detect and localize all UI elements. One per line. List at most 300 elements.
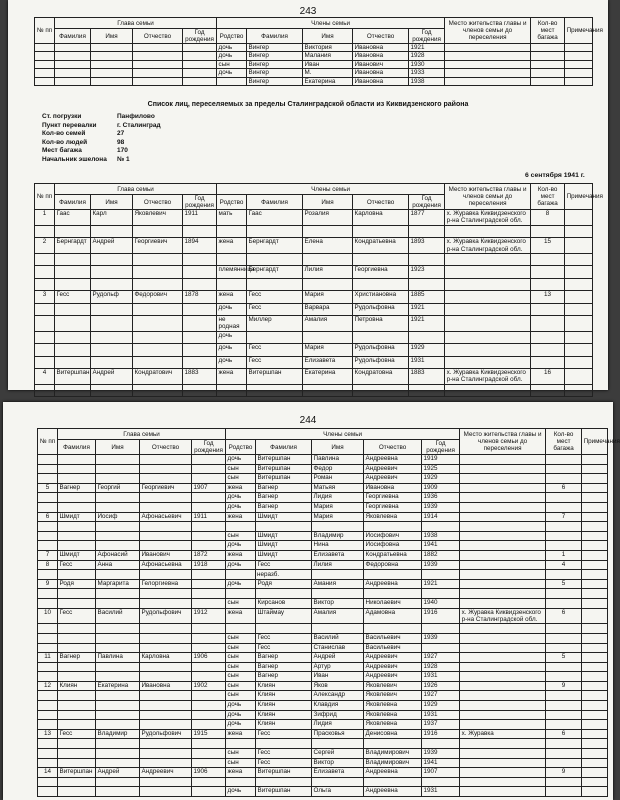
table-cell bbox=[565, 225, 593, 237]
table-cell: 9 bbox=[546, 681, 582, 691]
table-row bbox=[38, 643, 608, 653]
table-cell bbox=[582, 570, 608, 580]
table-cell: Елена bbox=[303, 238, 353, 254]
table-cell bbox=[422, 522, 460, 532]
table-cell: Александр bbox=[312, 691, 364, 701]
table-cell: Павлина bbox=[312, 455, 364, 465]
table-cell bbox=[133, 315, 183, 331]
table-cell: Иосифовна bbox=[364, 541, 422, 551]
col-notes: Примечания bbox=[565, 18, 593, 44]
table-cell: сын bbox=[226, 474, 256, 484]
table-row bbox=[38, 474, 608, 484]
table-cell: Витершпан bbox=[58, 768, 96, 778]
table-cell: Федорович bbox=[133, 291, 183, 303]
table-cell: Яковлевна bbox=[364, 720, 422, 730]
table-cell bbox=[140, 787, 192, 797]
table-row bbox=[38, 729, 608, 739]
table-cell bbox=[58, 749, 96, 759]
table-cell bbox=[96, 493, 140, 503]
table-cell bbox=[531, 60, 565, 68]
table-cell: Кондратьевна bbox=[353, 238, 409, 254]
table-cell: Малания bbox=[303, 52, 353, 60]
table-cell bbox=[55, 52, 91, 60]
table-cell bbox=[140, 522, 192, 532]
table-row bbox=[35, 225, 593, 237]
table-cell: Вагнер bbox=[256, 653, 312, 663]
table-cell bbox=[460, 541, 546, 551]
table-cell bbox=[531, 303, 565, 315]
table-cell: не родная bbox=[217, 315, 247, 331]
table-row bbox=[38, 522, 608, 532]
table-cell bbox=[35, 344, 55, 356]
table-cell: М. bbox=[303, 69, 353, 77]
col-baggage: Кол-во мест багажа bbox=[546, 429, 582, 455]
table-cell bbox=[565, 266, 593, 278]
table-cell bbox=[133, 77, 183, 85]
table-cell: Клиян bbox=[256, 701, 312, 711]
info-block bbox=[42, 113, 161, 165]
table-cell bbox=[546, 720, 582, 730]
table-cell: Гесс bbox=[256, 643, 312, 653]
table-cell: 1894 bbox=[183, 238, 217, 254]
table-cell: 5 bbox=[546, 579, 582, 589]
table-cell: Андреевна bbox=[364, 579, 422, 589]
table-cell: жена bbox=[226, 550, 256, 560]
table-cell bbox=[96, 662, 140, 672]
table-cell: 1902 bbox=[192, 681, 226, 691]
table-cell: 8 bbox=[38, 560, 58, 570]
table-cell bbox=[133, 60, 183, 68]
table-cell: Яковлевна bbox=[364, 710, 422, 720]
table-cell: Вагнер bbox=[58, 653, 96, 663]
table-cell: 1941 bbox=[422, 758, 460, 768]
table-cell: дочь bbox=[217, 52, 247, 60]
table-cell: Яковлевич bbox=[133, 210, 183, 226]
col-header: Имя bbox=[303, 195, 353, 210]
table-cell bbox=[460, 512, 546, 522]
table-cell: Сергей bbox=[312, 749, 364, 759]
table-row bbox=[38, 701, 608, 711]
table-cell: Витершпан bbox=[256, 768, 312, 778]
table-cell: Иосифович bbox=[364, 531, 422, 541]
table-cell bbox=[422, 570, 460, 580]
table-cell bbox=[91, 384, 133, 396]
table-cell: мать bbox=[217, 210, 247, 226]
table-cell bbox=[192, 720, 226, 730]
table-cell bbox=[531, 77, 565, 85]
table-cell: 1921 bbox=[409, 315, 445, 331]
table-cell bbox=[582, 739, 608, 749]
table-cell bbox=[55, 44, 91, 52]
table-cell: 1939 bbox=[422, 502, 460, 512]
table-cell bbox=[582, 624, 608, 634]
table-cell bbox=[422, 643, 460, 653]
table-cell bbox=[140, 474, 192, 484]
table-cell bbox=[565, 344, 593, 356]
table-cell bbox=[546, 662, 582, 672]
table-cell: Вингер bbox=[247, 60, 303, 68]
table-cell bbox=[38, 522, 58, 532]
table-cell bbox=[460, 758, 546, 768]
table-cell bbox=[312, 570, 364, 580]
table-cell bbox=[140, 672, 192, 682]
table-cell: Николаевич bbox=[364, 598, 422, 608]
table-cell bbox=[582, 768, 608, 778]
table-cell: 1914 bbox=[422, 512, 460, 522]
table-cell: 6 bbox=[546, 483, 582, 493]
table-cell bbox=[58, 662, 96, 672]
table-cell: 1931 bbox=[422, 672, 460, 682]
table-cell bbox=[55, 69, 91, 77]
table-cell: Бернгардт bbox=[55, 238, 91, 254]
table-cell bbox=[183, 315, 217, 331]
main-table-244 bbox=[37, 428, 620, 797]
table-cell: 1893 bbox=[409, 238, 445, 254]
table-cell: 6 bbox=[546, 729, 582, 739]
table-row bbox=[38, 691, 608, 701]
table-cell: Андреевич bbox=[364, 474, 422, 484]
table-row bbox=[35, 44, 593, 52]
table-cell: Вагнер bbox=[256, 662, 312, 672]
table-row bbox=[38, 681, 608, 691]
table-cell bbox=[192, 541, 226, 551]
table-cell: 1929 bbox=[422, 474, 460, 484]
table-cell: Андрей bbox=[91, 368, 133, 384]
table-cell: 1882 bbox=[422, 550, 460, 560]
table-cell bbox=[546, 787, 582, 797]
table-cell: Кондратовна bbox=[353, 368, 409, 384]
col-header: Отчество bbox=[133, 29, 183, 44]
table-cell: Денисовна bbox=[364, 729, 422, 739]
table-cell: Вагнер bbox=[58, 483, 96, 493]
table-cell: Андрей bbox=[312, 653, 364, 663]
table-cell bbox=[192, 749, 226, 759]
table-cell: Витершпан bbox=[256, 464, 312, 474]
col-header: Год рождения bbox=[183, 29, 217, 44]
table-cell bbox=[192, 777, 226, 787]
table-row bbox=[38, 502, 608, 512]
table-cell: Амания bbox=[312, 579, 364, 589]
table-cell: Родя bbox=[256, 579, 312, 589]
table-cell bbox=[582, 758, 608, 768]
table-cell bbox=[91, 60, 133, 68]
table-cell bbox=[133, 384, 183, 396]
table-cell: Яковлевич bbox=[364, 681, 422, 691]
table-cell bbox=[409, 254, 445, 266]
table-cell bbox=[460, 579, 546, 589]
table-cell bbox=[96, 720, 140, 730]
table-cell bbox=[140, 502, 192, 512]
table-cell bbox=[192, 531, 226, 541]
table-cell: 1912 bbox=[192, 608, 226, 624]
table-cell: 1911 bbox=[192, 512, 226, 522]
table-cell bbox=[55, 384, 91, 396]
table-cell bbox=[445, 52, 531, 60]
table-cell: Вингер bbox=[247, 69, 303, 77]
table-cell bbox=[140, 758, 192, 768]
table-cell bbox=[183, 303, 217, 315]
table-row bbox=[35, 60, 593, 68]
col-header: Отчество bbox=[353, 195, 409, 210]
table-cell bbox=[96, 455, 140, 465]
table-cell bbox=[192, 474, 226, 484]
table-cell bbox=[460, 739, 546, 749]
table-cell bbox=[38, 662, 58, 672]
table-cell: сын bbox=[226, 691, 256, 701]
members-group: Члены семьи bbox=[226, 429, 460, 440]
table-cell bbox=[565, 356, 593, 368]
table-cell bbox=[38, 541, 58, 551]
table-row bbox=[38, 787, 608, 797]
table-cell: 1939 bbox=[422, 749, 460, 759]
table-cell: Елизавета bbox=[312, 768, 364, 778]
table-cell: Амалия bbox=[312, 608, 364, 624]
table-cell bbox=[183, 278, 217, 290]
table-cell: Елизавета bbox=[312, 550, 364, 560]
table-cell: 1927 bbox=[422, 691, 460, 701]
table-cell bbox=[58, 643, 96, 653]
table-cell bbox=[217, 77, 247, 85]
table-cell bbox=[582, 531, 608, 541]
table-cell: Вингер bbox=[247, 44, 303, 52]
table-cell bbox=[140, 701, 192, 711]
table-cell: Яков bbox=[312, 681, 364, 691]
table-row bbox=[35, 291, 593, 303]
table-cell: Гесс bbox=[58, 608, 96, 624]
table-row bbox=[38, 570, 608, 580]
table-cell: 1931 bbox=[422, 787, 460, 797]
table-row bbox=[35, 368, 593, 384]
table-cell bbox=[422, 777, 460, 787]
table-cell bbox=[546, 570, 582, 580]
table-cell bbox=[565, 238, 593, 254]
table-cell: 1933 bbox=[409, 69, 445, 77]
table-cell: Яковлевич bbox=[364, 691, 422, 701]
table-cell bbox=[531, 278, 565, 290]
table-cell bbox=[38, 787, 58, 797]
table-cell: Анна bbox=[96, 560, 140, 570]
table-cell bbox=[445, 291, 531, 303]
table-cell bbox=[445, 303, 531, 315]
table-cell: Ивановна bbox=[364, 483, 422, 493]
table-cell bbox=[192, 464, 226, 474]
col-header: Фамилия bbox=[55, 195, 91, 210]
table-cell bbox=[546, 531, 582, 541]
table-cell bbox=[460, 672, 546, 682]
table-cell: Георгиевна bbox=[353, 266, 409, 278]
table-cell bbox=[445, 344, 531, 356]
table-cell bbox=[445, 225, 531, 237]
table-cell: Мария bbox=[312, 512, 364, 522]
table-cell: Варвара bbox=[303, 303, 353, 315]
table-cell: Ивановна bbox=[140, 681, 192, 691]
table-cell bbox=[312, 624, 364, 634]
table-cell: Вагнер bbox=[256, 493, 312, 503]
col-header: Родство bbox=[226, 440, 256, 455]
table-cell bbox=[38, 598, 58, 608]
table-cell: 1921 bbox=[409, 303, 445, 315]
table-cell bbox=[582, 701, 608, 711]
table-cell bbox=[217, 384, 247, 396]
table-cell bbox=[35, 44, 55, 52]
table-cell: Гесс bbox=[256, 758, 312, 768]
table-cell: Федор bbox=[312, 464, 364, 474]
table-cell bbox=[35, 331, 55, 343]
list-title: Список лиц, переселяемых за пределы Сталинградской области из Киквидзенского района bbox=[147, 101, 469, 108]
table-cell bbox=[546, 739, 582, 749]
table-cell: Мария bbox=[312, 502, 364, 512]
table-cell: сын bbox=[226, 531, 256, 541]
table-cell: сын bbox=[226, 662, 256, 672]
table-cell bbox=[38, 570, 58, 580]
table-cell bbox=[192, 579, 226, 589]
table-cell: дочь bbox=[226, 493, 256, 503]
table-cell bbox=[582, 474, 608, 484]
table-cell bbox=[58, 502, 96, 512]
col-residence: Место жительства главы и членов семьи до переселения bbox=[445, 184, 531, 210]
table-cell bbox=[312, 522, 364, 532]
table-cell: Витершпан bbox=[256, 474, 312, 484]
table-cell bbox=[55, 266, 91, 278]
table-cell bbox=[58, 474, 96, 484]
table-cell: Рудольфович bbox=[140, 729, 192, 739]
table-cell: Георгиевна bbox=[364, 493, 422, 503]
table-cell bbox=[226, 739, 256, 749]
col-header: Фамилия bbox=[55, 29, 91, 44]
table-cell bbox=[183, 331, 217, 343]
table-cell: Шмидт bbox=[58, 550, 96, 560]
table-cell bbox=[91, 356, 133, 368]
table-cell: 13 bbox=[531, 291, 565, 303]
table-cell bbox=[55, 278, 91, 290]
table-cell bbox=[460, 787, 546, 797]
table-cell: Яковлевна bbox=[364, 512, 422, 522]
table-cell bbox=[582, 777, 608, 787]
table-cell: дочь bbox=[217, 331, 247, 343]
table-cell bbox=[140, 739, 192, 749]
table-cell bbox=[546, 633, 582, 643]
table-cell bbox=[353, 254, 409, 266]
table-cell: Родя bbox=[58, 579, 96, 589]
col-header: Имя bbox=[91, 29, 133, 44]
table-cell: Зифрид bbox=[312, 710, 364, 720]
table-cell: Васильевич bbox=[364, 633, 422, 643]
table-cell bbox=[546, 710, 582, 720]
table-cell: Артур bbox=[312, 662, 364, 672]
table-cell bbox=[460, 749, 546, 759]
table-cell: 5 bbox=[546, 653, 582, 663]
info-row: Ст. погрузки Панфилово bbox=[42, 113, 155, 120]
col-notes: Примечания bbox=[582, 429, 608, 455]
table-cell: Яковлевна bbox=[364, 701, 422, 711]
table-cell: Маргарита bbox=[96, 579, 140, 589]
table-cell bbox=[582, 787, 608, 797]
table-cell bbox=[96, 598, 140, 608]
table-cell bbox=[565, 331, 593, 343]
table-cell bbox=[531, 315, 565, 331]
table-cell: Шмидт bbox=[256, 550, 312, 560]
table-cell: Георгиевич bbox=[140, 483, 192, 493]
table-cell bbox=[582, 729, 608, 739]
table-cell bbox=[460, 720, 546, 730]
col-header: Год рождения bbox=[409, 29, 445, 44]
table-cell: 9 bbox=[38, 579, 58, 589]
table-cell bbox=[192, 522, 226, 532]
table-cell: Владимир bbox=[312, 531, 364, 541]
table-cell bbox=[582, 653, 608, 663]
table-cell bbox=[460, 681, 546, 691]
table-row bbox=[38, 633, 608, 643]
col-header: Год рождения bbox=[409, 195, 445, 210]
table-cell bbox=[582, 483, 608, 493]
table-row bbox=[35, 238, 593, 254]
table-cell bbox=[38, 474, 58, 484]
table-cell bbox=[91, 44, 133, 52]
table-cell bbox=[445, 266, 531, 278]
table-cell: Адамовна bbox=[364, 608, 422, 624]
table-cell: дочь bbox=[217, 69, 247, 77]
table-row bbox=[35, 254, 593, 266]
table-cell bbox=[58, 691, 96, 701]
table-cell bbox=[531, 44, 565, 52]
table-cell bbox=[91, 254, 133, 266]
table-cell: жена bbox=[217, 238, 247, 254]
table-cell bbox=[582, 560, 608, 570]
table-cell bbox=[140, 531, 192, 541]
table-row bbox=[38, 768, 608, 778]
table-cell bbox=[531, 69, 565, 77]
table-cell bbox=[582, 522, 608, 532]
table-cell: дочь bbox=[226, 502, 256, 512]
table-cell bbox=[91, 303, 133, 315]
table-row bbox=[35, 266, 593, 278]
table-cell: 1872 bbox=[192, 550, 226, 560]
table-cell bbox=[91, 331, 133, 343]
table-cell bbox=[192, 739, 226, 749]
table-cell: 14 bbox=[38, 768, 58, 778]
table-cell bbox=[192, 662, 226, 672]
table-cell bbox=[303, 254, 353, 266]
table-cell: Василий bbox=[312, 633, 364, 643]
table-cell bbox=[133, 344, 183, 356]
table-cell: дочь bbox=[217, 356, 247, 368]
table-cell bbox=[217, 278, 247, 290]
table-cell: 1936 bbox=[422, 493, 460, 503]
table-cell bbox=[582, 512, 608, 522]
table-cell bbox=[531, 52, 565, 60]
table-cell: жена bbox=[226, 512, 256, 522]
table-cell: Георгиевна bbox=[364, 502, 422, 512]
document-page-244 bbox=[3, 402, 620, 800]
table-cell bbox=[58, 701, 96, 711]
table-cell bbox=[38, 502, 58, 512]
table-cell bbox=[55, 254, 91, 266]
table-row bbox=[38, 739, 608, 749]
table-row bbox=[35, 356, 593, 368]
table-cell: Гесс bbox=[256, 749, 312, 759]
table-cell bbox=[582, 455, 608, 465]
table-cell: Андрей bbox=[91, 238, 133, 254]
table-cell bbox=[58, 739, 96, 749]
table-cell: дочь bbox=[226, 787, 256, 797]
table-cell: Иосиф bbox=[96, 512, 140, 522]
table-cell bbox=[96, 633, 140, 643]
table-cell bbox=[546, 643, 582, 653]
table-cell bbox=[460, 455, 546, 465]
table-row bbox=[38, 464, 608, 474]
table-cell bbox=[582, 662, 608, 672]
table-cell bbox=[35, 52, 55, 60]
